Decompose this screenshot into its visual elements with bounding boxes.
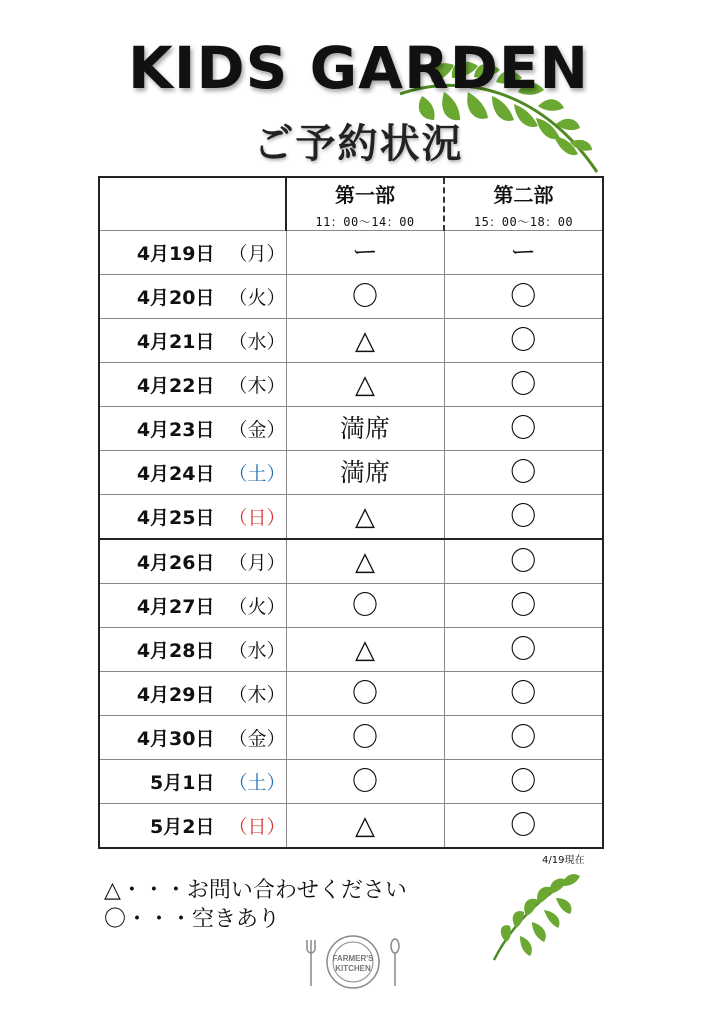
part1-status: 満席 (339, 458, 390, 487)
day-of-week: （土） (228, 463, 286, 485)
part2-status-cell (444, 716, 603, 760)
part2-status-cell (444, 231, 603, 275)
part1-status: ー (351, 237, 378, 268)
legend (104, 876, 407, 934)
palm-leaf-bottom-decoration (482, 872, 582, 967)
date-column-header (99, 177, 286, 231)
day-of-week: （月） (228, 552, 286, 574)
part2-status: 〇 (510, 457, 537, 488)
day-of-week: （水） (228, 640, 286, 662)
month-day: 4月20日 (136, 287, 215, 309)
part2-status-cell (444, 539, 603, 584)
part2-status-cell (444, 451, 603, 495)
date-cell (99, 716, 286, 760)
date-cell (99, 584, 286, 628)
part1-status-cell (286, 760, 444, 804)
day-of-week: （木） (228, 375, 286, 397)
table-row (99, 804, 603, 849)
date-cell (99, 672, 286, 716)
as-of-date: 4/19現在 (542, 855, 585, 866)
part2-status: 〇 (510, 722, 537, 753)
day-of-week: （水） (228, 331, 286, 353)
month-day: 4月29日 (136, 684, 215, 706)
table-row (99, 672, 603, 716)
part2-status: 〇 (510, 501, 537, 532)
month-day: 4月26日 (136, 552, 215, 574)
part2-status: 〇 (510, 546, 537, 577)
part1-status-cell (286, 539, 444, 584)
part1-status: △ (355, 634, 375, 665)
part2-status-cell (444, 804, 603, 849)
part1-label: 第一部 (335, 183, 395, 207)
part2-status: ー (510, 237, 537, 268)
month-day: 4月22日 (136, 375, 215, 397)
part1-status-cell (286, 407, 444, 451)
month-day: 5月1日 (150, 772, 215, 794)
date-cell (99, 231, 286, 275)
part1-status-cell (286, 231, 444, 275)
table-row (99, 628, 603, 672)
table-row (99, 495, 603, 540)
table-header-row (99, 177, 603, 231)
part1-status: △ (355, 501, 375, 532)
day-of-week: （土） (228, 772, 286, 794)
part2-status: 〇 (510, 766, 537, 797)
month-day: 4月27日 (136, 596, 215, 618)
part1-status: 〇 (351, 722, 378, 753)
legend-item-available: 〇・・・空きあり (104, 907, 281, 932)
month-day: 4月19日 (136, 243, 215, 265)
part1-status: △ (355, 546, 375, 577)
part2-status-cell (444, 319, 603, 363)
table-row (99, 716, 603, 760)
part1-status: △ (355, 810, 375, 841)
part2-status-cell (444, 760, 603, 804)
date-cell (99, 804, 286, 849)
month-day: 4月24日 (136, 463, 215, 485)
part1-status: 〇 (351, 590, 378, 621)
part1-status-cell (286, 672, 444, 716)
page-subtitle: ご予約状況 (253, 121, 464, 167)
part2-status-cell (444, 275, 603, 319)
part2-status: 〇 (510, 678, 537, 709)
part1-status-cell (286, 716, 444, 760)
part1-column-header (286, 177, 444, 231)
date-cell (99, 319, 286, 363)
day-of-week: （火） (228, 596, 286, 618)
part1-status-cell (286, 363, 444, 407)
month-day: 5月2日 (150, 816, 215, 838)
table-row (99, 231, 603, 275)
month-day: 4月28日 (136, 640, 215, 662)
part1-status-cell (286, 319, 444, 363)
part1-status-cell (286, 495, 444, 540)
date-cell (99, 407, 286, 451)
day-of-week: （日） (228, 507, 286, 529)
part2-label: 第二部 (493, 183, 554, 207)
day-of-week: （火） (228, 287, 286, 309)
day-of-week: （木） (228, 684, 286, 706)
part1-status: 〇 (351, 766, 378, 797)
part2-column-header (444, 177, 603, 231)
part1-status-cell (286, 451, 444, 495)
part2-status: 〇 (510, 281, 537, 312)
legend-item-inquire: △・・・お問い合わせください (104, 878, 407, 903)
day-of-week: （月） (228, 243, 286, 265)
part2-status: 〇 (510, 634, 537, 665)
part2-status-cell (444, 363, 603, 407)
day-of-week: （日） (228, 816, 286, 838)
part1-status: △ (355, 369, 375, 400)
date-cell (99, 495, 286, 540)
table-row (99, 760, 603, 804)
month-day: 4月23日 (136, 419, 215, 441)
day-of-week: （金） (228, 419, 286, 441)
part1-time: 11：00～14：00 (315, 215, 415, 229)
date-cell (99, 363, 286, 407)
date-cell (99, 451, 286, 495)
date-cell (99, 275, 286, 319)
table-row (99, 539, 603, 584)
table-row (99, 319, 603, 363)
part2-time: 15：00～18：00 (473, 215, 574, 229)
reservation-table (98, 176, 604, 849)
table-row (99, 407, 603, 451)
part2-status-cell (444, 495, 603, 540)
date-cell (99, 628, 286, 672)
part1-status-cell (286, 628, 444, 672)
part1-status-cell (286, 584, 444, 628)
part2-status-cell (444, 628, 603, 672)
part1-status-cell (286, 804, 444, 849)
month-day: 4月25日 (136, 507, 215, 529)
part1-status: 〇 (351, 678, 378, 709)
farmers-kitchen-logo (303, 934, 403, 990)
table-row (99, 363, 603, 407)
part2-status-cell (444, 584, 603, 628)
part2-status-cell (444, 407, 603, 451)
part1-status-cell (286, 275, 444, 319)
logo-text-line1: FARMER'S (332, 954, 374, 963)
month-day: 4月30日 (136, 728, 215, 750)
part2-status-cell (444, 672, 603, 716)
table-row (99, 451, 603, 495)
part2-status: 〇 (510, 325, 537, 356)
part2-status: 〇 (510, 369, 537, 400)
part1-status: 満席 (339, 414, 390, 443)
part2-status: 〇 (510, 413, 537, 444)
table-row (99, 584, 603, 628)
part2-status: 〇 (510, 810, 537, 841)
date-cell (99, 760, 286, 804)
logo-text-line2: KITCHEN (335, 964, 371, 973)
part1-status: 〇 (351, 281, 378, 312)
page-title: KIDS GARDEN (127, 34, 590, 102)
month-day: 4月21日 (136, 331, 215, 353)
date-cell (99, 539, 286, 584)
day-of-week: （金） (228, 728, 286, 750)
part1-status: △ (355, 325, 375, 356)
part2-status: 〇 (510, 590, 537, 621)
table-row (99, 275, 603, 319)
